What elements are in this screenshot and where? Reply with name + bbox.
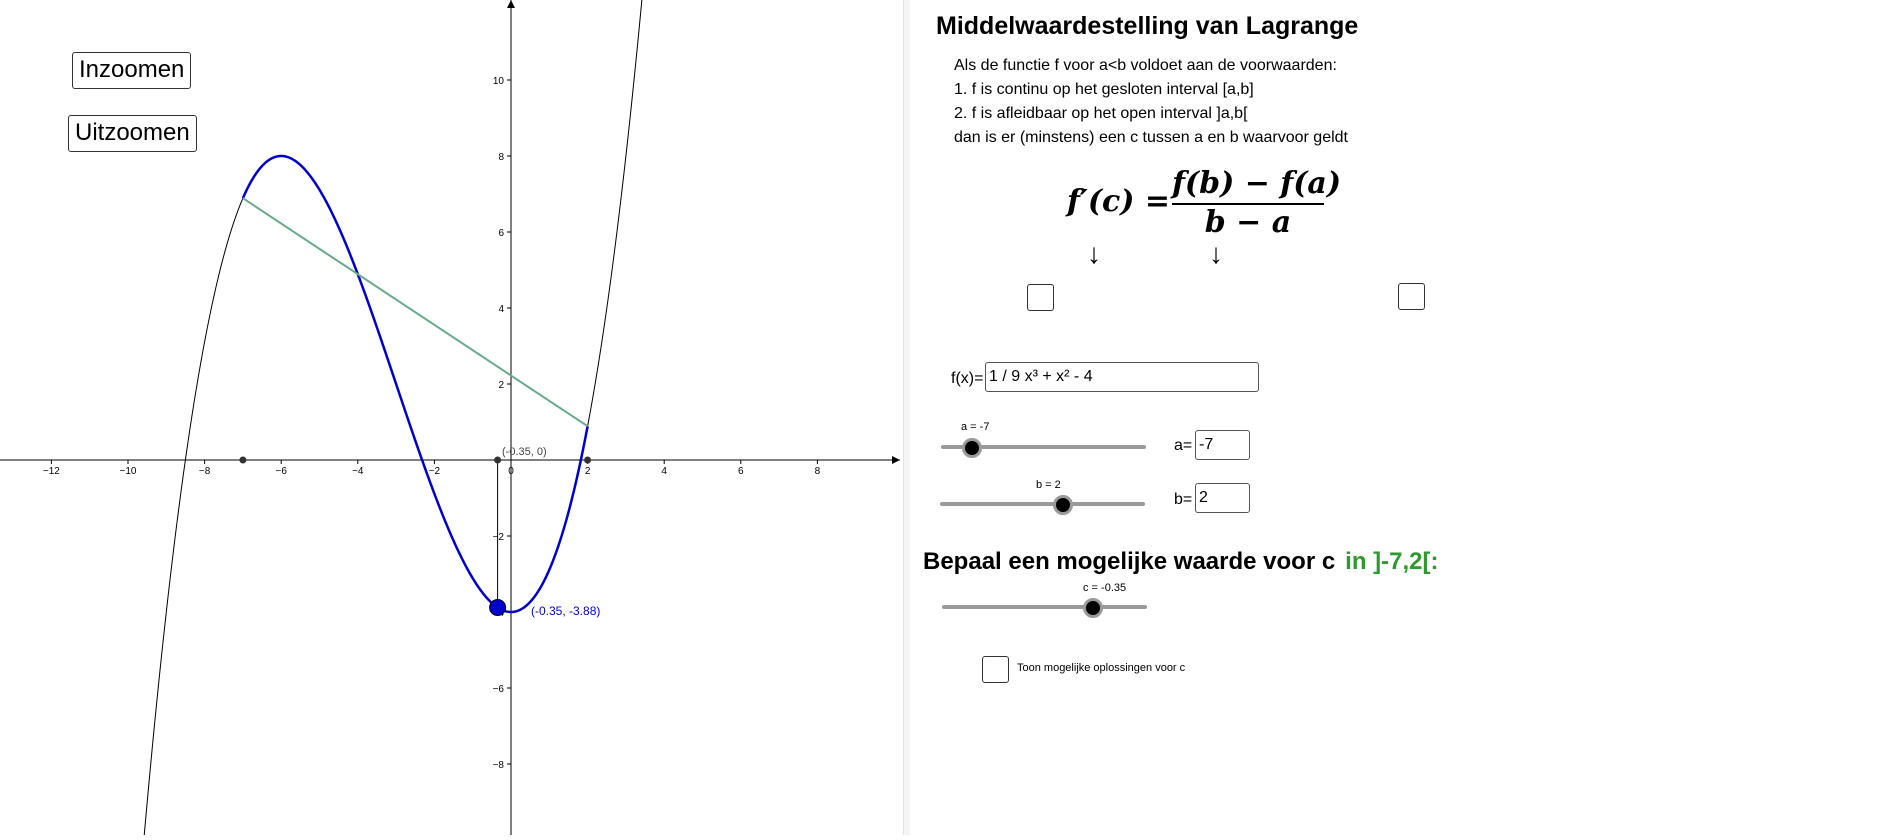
point-c-axis-label: (-0.35, 0) — [502, 446, 547, 458]
a-label: a= — [1174, 437, 1193, 454]
point-c-curve-label: (-0.35, -3.88) — [531, 604, 601, 618]
condition-continuous: 1. f is continu op het gesloten interval [a,b] — [954, 81, 1254, 98]
show-solutions-checkbox[interactable] — [982, 656, 1009, 683]
graphics-view[interactable] — [0, 0, 903, 835]
y-axis-ticks — [493, 76, 511, 771]
x-tick-label: 8 — [814, 466, 821, 477]
x-axis-ticks — [43, 460, 821, 477]
slider-c-track[interactable] — [942, 605, 1147, 609]
formula-numerator: f(b) − f(a) — [1172, 166, 1342, 201]
slider-b-knob[interactable] — [1053, 495, 1073, 515]
y-tick-label: −8 — [492, 760, 504, 771]
condition-intro: Als de functie f voor a<b voldoet aan de voorwaarden: — [954, 57, 1337, 74]
x-tick-label: 6 — [738, 466, 744, 477]
formula-denominator: b − a — [1204, 205, 1292, 240]
function-curve-segment-ab[interactable] — [243, 156, 588, 612]
x-tick-label: 4 — [661, 466, 667, 477]
slider-b-track[interactable] — [940, 502, 1145, 506]
zoom-out-button[interactable]: Uitzoomen — [68, 115, 197, 152]
function-curve[interactable] — [139, 0, 646, 835]
slider-c-caption: c = -0.35 — [1083, 582, 1127, 594]
y-tick-label: 6 — [498, 228, 504, 239]
checkbox-right[interactable] — [1398, 283, 1425, 310]
y-tick-label: 2 — [498, 380, 504, 391]
function-label: f(x)= — [951, 370, 984, 387]
b-input[interactable]: 2 — [1195, 483, 1250, 513]
point-c-on-curve[interactable] — [490, 600, 506, 616]
y-axis-arrow — [507, 0, 515, 8]
zoom-in-button[interactable]: Inzoomen — [72, 52, 191, 89]
y-tick-label: −2 — [492, 532, 504, 543]
interval-text: in ]-7,2[: — [1345, 548, 1439, 575]
x-tick-label: −10 — [119, 466, 137, 477]
y-tick-label: 10 — [492, 76, 504, 87]
algebra-panel — [909, 0, 1897, 835]
condition-differentiable: 2. f is afleidbaar op het open interval ]a,b[ — [954, 105, 1248, 122]
function-input[interactable]: 1 / 9 x³ + x² - 4 — [985, 362, 1259, 392]
prompt-text: Bepaal een mogelijke waarde voor c — [923, 548, 1336, 575]
x-tick-label: 0 — [508, 466, 514, 477]
y-tick-label: 8 — [498, 152, 504, 163]
formula-fraction — [1172, 166, 1342, 240]
x-tick-label: −2 — [428, 466, 441, 477]
x-tick-label: −12 — [42, 466, 60, 477]
point-c-on-axis[interactable] — [494, 457, 501, 464]
x-tick-label: −8 — [198, 466, 211, 477]
y-tick-label: 4 — [498, 304, 504, 315]
page-title: Middelwaardestelling van Lagrange — [936, 12, 1359, 40]
down-arrow-icon: ↓ — [1209, 238, 1223, 269]
down-arrow-icon: ↓ — [1087, 238, 1101, 269]
show-solutions-label: Toon mogelijke oplossingen voor c — [1017, 662, 1186, 674]
y-tick-label: −6 — [492, 684, 504, 695]
slider-b-caption: b = 2 — [1036, 479, 1061, 491]
b-label: b= — [1174, 491, 1193, 508]
slider-a-knob[interactable] — [962, 438, 982, 458]
slider-a-caption: a = -7 — [961, 421, 990, 433]
x-tick-label: −6 — [275, 466, 287, 477]
point-a[interactable] — [239, 457, 246, 464]
x-tick-label: 2 — [584, 466, 591, 477]
slider-c-knob[interactable] — [1083, 598, 1103, 618]
x-axis-arrow — [892, 456, 900, 464]
point-b[interactable] — [584, 457, 591, 464]
x-tick-label: −4 — [352, 466, 364, 477]
checkbox-left[interactable] — [1027, 284, 1054, 311]
formula-lhs: f′(c) = — [1067, 184, 1171, 219]
secant-line — [243, 198, 588, 426]
prompt-heading — [923, 548, 1439, 576]
condition-conclusion: dan is er (minstens) een c tussen a en b waarvoor geldt — [954, 129, 1348, 146]
a-input[interactable]: -7 — [1195, 430, 1250, 460]
